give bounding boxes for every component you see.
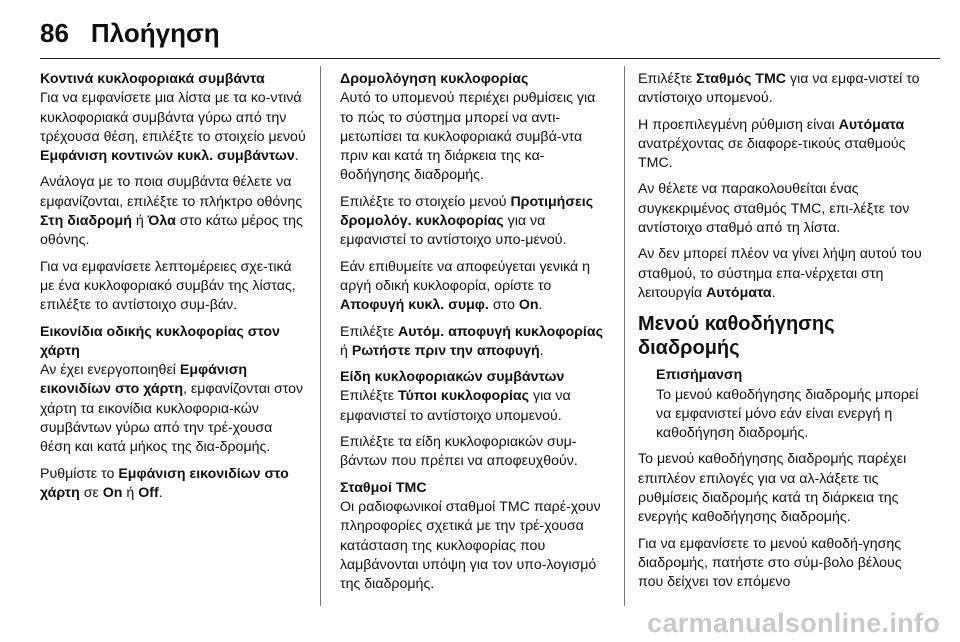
value-ref: Αυτόματα [838, 116, 905, 133]
column-2 [340, 70, 606, 601]
text: στο κάτω μέρος της οθόνης. [40, 213, 303, 249]
tmc-stations-section [340, 479, 606, 595]
paragraph: Επιλέξτε τα είδη κυκλοφοριακών συμ-βάντων που πρέπει να αποφευχθούν. [340, 434, 578, 470]
page-number: 86 [40, 17, 69, 48]
watermark: carmanualsonline.info [647, 608, 940, 638]
text: . [538, 297, 543, 314]
text: για να εμφανιστεί το αντίστοιχο υπομενού. [340, 388, 571, 424]
text: Ανάλογα με το ποια συμβάντα θέλετε να εμφανίζονται, επιλέξτε το πλήκτρο οθόνης [40, 174, 303, 210]
column-divider-1 [320, 66, 321, 606]
paragraph [638, 70, 930, 109]
paragraph [340, 323, 606, 362]
text: ή [340, 342, 352, 359]
section-heading: Κοντινά κυκλοφοριακά συμβάντα [40, 71, 265, 87]
section-heading: Εικονίδια οδικής κυκλοφορίας στον χάρτη [40, 323, 280, 359]
traffic-routing-section [340, 70, 606, 186]
value-ref: On [518, 297, 539, 314]
page-title: Πλοήγηση [90, 17, 220, 48]
route-guidance-menu-title: Μενού καθοδήγησης διαδρομής [638, 313, 835, 360]
text: για να εμφανιστεί το αντίστοιχο υπο-μενού. [340, 213, 567, 249]
menu-item-ref: Αποφυγή κυκλ. συμφ. [340, 297, 489, 314]
note-box [656, 366, 930, 443]
screen-key-ref: Στη διαδρομή [40, 213, 132, 230]
column-1 [40, 70, 306, 510]
text: για να εμφα-νιστεί το αντίστοιχο υπομενού. [638, 71, 920, 107]
menu-item-ref: Σταθμός TMC [696, 71, 787, 87]
value-ref: On [102, 484, 123, 501]
menu-item-ref: Τύποι κυκλοφορίας [398, 388, 530, 405]
text: , εμφανίζονται στον χάρτη τα εικονίδια κυκλοφορια-κών συμβάντων γύρω από την τρέ-χουσα θέση και κατά μήκος της δια-δρομής. [40, 381, 304, 456]
paragraph: Αν θέλετε να παρακολουθείται ένας συγκεκριμένος σταθμός TMC, επι-λέξτε τον αντίστοιχο σταθμό από τη λίστα. [638, 181, 910, 237]
text: Η προεπιλεγμένη ρύθμιση είναι [638, 116, 839, 133]
text: . [771, 284, 776, 301]
paragraph: Για να εμφανίσετε το μενού καθοδή-γησης διαδρομής, πατήστε στο σύμ-βολο βέλους που δείχνει τον επόμενο [638, 535, 902, 591]
menu-item-ref: Εμφάνιση εικονιδίων στο χάρτη [40, 465, 289, 501]
text: σε [79, 484, 103, 501]
paragraph [638, 116, 930, 174]
menu-item-ref: Εμφάνιση εικονιδίων στο χάρτη [40, 362, 248, 398]
paragraph [638, 245, 930, 303]
paragraph [40, 465, 306, 504]
menu-item-ref: Ρωτήστε πριν την αποφυγή [351, 342, 540, 359]
paragraph [340, 258, 606, 316]
section-heading: Είδη κυκλοφοριακών συμβάντων [340, 369, 565, 386]
header-rule [40, 58, 940, 59]
screen-key-ref: Όλα [147, 213, 176, 230]
value-ref: Off [138, 484, 159, 501]
column-3 [638, 70, 930, 600]
menu-item-ref: Αυτόμ. αποφυγή κυκλοφορίας [398, 323, 603, 340]
text: . [158, 484, 163, 501]
text: Εάν επιθυμείτε να αποφεύγεται γενικά η αργή οδική κυκλοφορία, ορίστε το [340, 258, 591, 294]
menu-item-ref: Προτιμήσεις δρομολόγ. κυκλοφορίας [340, 193, 594, 230]
text: Αν έχει ενεργοποιηθεί [40, 362, 180, 379]
text: Οι ραδιοφωνικοί σταθμοί TMC παρέ-χουν πληροφορίες σχετικά με την τρέ-χουσα κατάσταση της κυκλοφορίας που λαμβάνονται υπόψη για τον υπο-λογισμό της διαδρομής. [340, 498, 601, 593]
paragraph: Για να εμφανίσετε λεπτομέρειες σχε-τικά με ένα κυκλοφοριακό συμβάν της λίστας, επιλέξτε το αντίστοιχο συμ-βάν. [40, 258, 296, 314]
value-ref: Αυτόματα [706, 284, 772, 301]
note-title: Επισήμανση [656, 367, 743, 384]
incident-types-section [340, 368, 606, 426]
note-text: Το μενού καθοδήγησης διαδρομής μπορεί να εμφανιστεί μόνο εάν είναι ενεργή η καθοδήγηση διαδρομής. [656, 386, 919, 442]
text: Για να εμφανίσετε μια λίστα με τα κο-ντινά κυκλοφοριακά συμβάντα γύρω από την τρέχουσα θέση, επιλέξτε το στοιχείο μενού [40, 90, 306, 145]
text: ή [122, 484, 139, 501]
section-heading: Σταθμοί TMC [340, 479, 427, 496]
text: Αν δεν μπορεί πλέον να γίνει λήψη αυτού του σταθμού, το σύστημα επα-νέρχεται στη λειτουργία [638, 246, 922, 301]
text: Ρυθμίστε το [40, 465, 119, 482]
text: ή [131, 213, 148, 230]
section-heading: Δρομολόγηση κυκλοφορίας [340, 71, 529, 87]
paragraph [40, 173, 306, 250]
text: στο [488, 297, 519, 314]
paragraph [340, 193, 606, 251]
traffic-icons-section [40, 323, 306, 458]
text: Επιλέξτε [638, 71, 697, 87]
menu-item-ref: Εμφάνιση κοντινών κυκλ. συμβάντων [40, 148, 295, 165]
text: . [294, 148, 299, 165]
column-divider-2 [624, 66, 625, 606]
text: ανατρέχοντας σε διαφορε-τικούς σταθμούς TMC. [638, 135, 906, 172]
text: Επιλέξτε το στοιχείο μενού [340, 193, 511, 210]
text: Επιλέξτε [340, 388, 399, 405]
nearby-incidents-section [40, 70, 306, 166]
text: Επιλέξτε [340, 323, 399, 340]
text: . [539, 342, 544, 359]
text: Αυτό το υπομενού περιέχει ρυθμίσεις για το πώς το σύστημα μπορεί να αντι-μετωπίσει τα κυκλοφοριακά συμβά-ντα πριν και κατά τη διάρκεια της κα-θοδήγησης διαδρομής. [340, 90, 596, 184]
paragraph: Το μενού καθοδήγησης διαδρομής παρέχει επιπλέον επιλογές για να αλ-λάξετε τις ρυθμίσεις διαδρομής κατά τη διάρκεια της ενεργής καθοδήγησης διαδρομής. [638, 451, 907, 526]
page-header [40, 14, 220, 52]
